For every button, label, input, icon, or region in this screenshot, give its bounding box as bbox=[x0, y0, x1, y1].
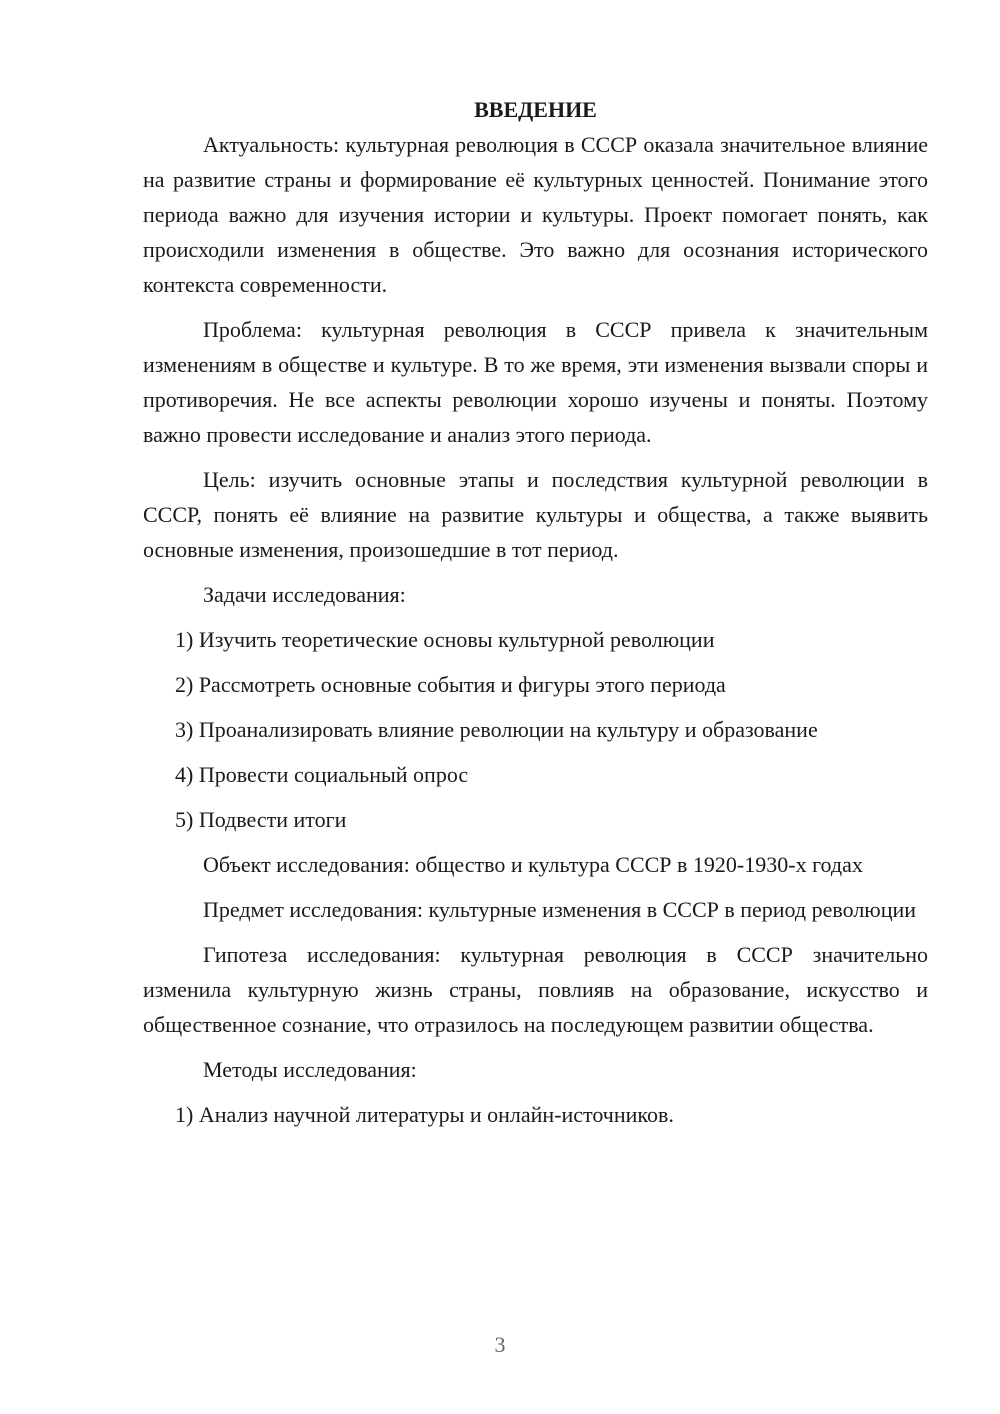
object-paragraph: Объект исследования: общество и культура СССР в 1920-1930-х годах bbox=[203, 852, 863, 877]
methods-list bbox=[143, 1097, 928, 1132]
list-item: 3) Проанализировать влияние революции на культуру и образование bbox=[175, 717, 818, 742]
problem-paragraph: Проблема: культурная революция в СССР привела к значительным изменениям в обществе и культуре. В то же время, эти изменения вызвали споры и противоречия. Не все аспекты революции хорошо изучены и поняты. Поэтому важно провести исследование и анализ этого периода. bbox=[143, 317, 928, 447]
goal-paragraph: Цель: изучить основные этапы и последствия культурной революции в СССР, понять её влияние на развитие культуры и общества, а также выявить основные изменения, произошедшие в тот период. bbox=[143, 467, 928, 562]
page-number: 3 bbox=[494, 1332, 506, 1357]
tasks-label: Задачи исследования: bbox=[203, 582, 406, 607]
section-title: ВВЕДЕНИЕ bbox=[474, 97, 597, 122]
tasks-list bbox=[143, 622, 928, 837]
hypothesis-paragraph: Гипотеза исследования: культурная революция в СССР значительно изменила культурную жизнь страны, повлияв на образование, искусство и общественное сознание, что отразилось на последующем развитии общества. bbox=[143, 942, 928, 1037]
list-item: 1) Анализ научной литературы и онлайн-источников. bbox=[175, 1102, 674, 1127]
list-item: 5) Подвести итоги bbox=[175, 807, 347, 832]
subject-paragraph: Предмет исследования: культурные изменения в СССР в период революции bbox=[203, 897, 917, 922]
methods-label: Методы исследования: bbox=[203, 1057, 417, 1082]
list-item: 1) Изучить теоретические основы культурной революции bbox=[175, 627, 715, 652]
relevance-paragraph: Актуальность: культурная революция в СССР оказала значительное влияние на развитие страны и формирование её культурных ценностей. Понимание этого периода важно для изучения истории и культуры. Проект помогает понять, как происходили изменения в обществе. Это важно для осознания исторического контекста современности. bbox=[143, 132, 928, 297]
list-item: 4) Провести социальный опрос bbox=[175, 762, 469, 787]
list-item: 2) Рассмотреть основные события и фигуры этого периода bbox=[175, 672, 726, 697]
document-page bbox=[143, 92, 928, 1142]
